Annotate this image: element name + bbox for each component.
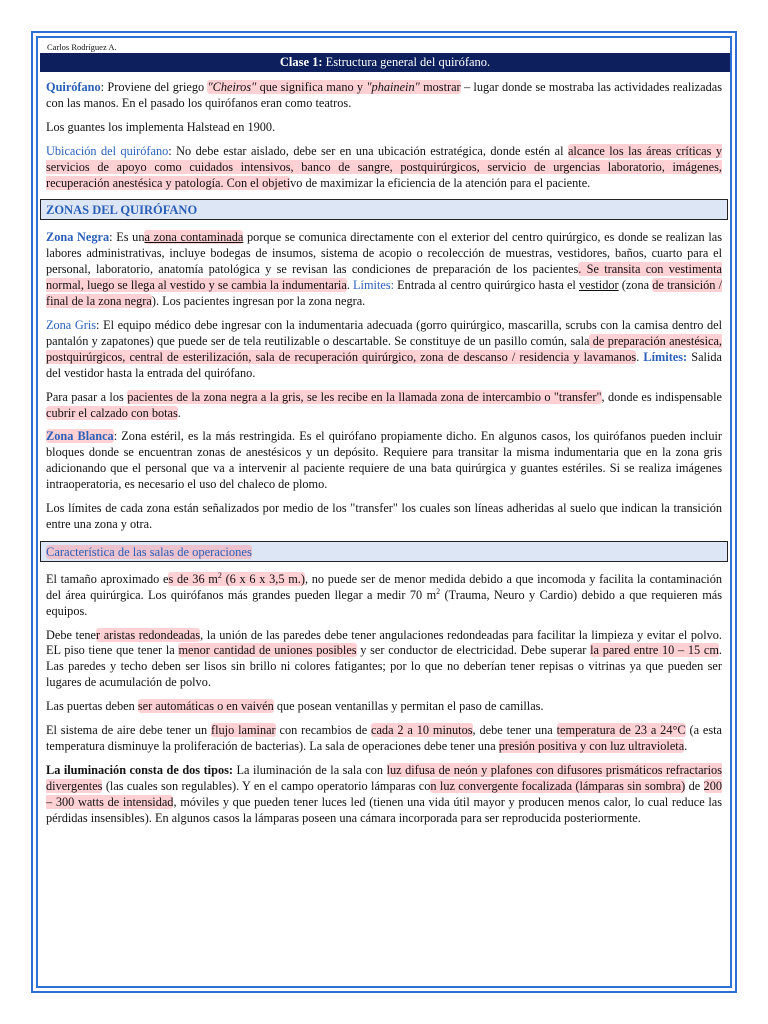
text-span: porque se comunica directamente con el exterior del centro quirúrgico, es donde se realizan las labores administrativas, incluye bodegas de insumos, sistema de acopio o recolección de muestras, vestidores, baños, cuarto para el personal, laboratorio, anatomía patológica y se revisan las condiciones de preparación de los pacientes: [46, 230, 722, 277]
text-span: vo de maximizar la eficiencia de la atención para el paciente.: [290, 175, 591, 190]
text-span: Las puertas deben: [46, 699, 138, 714]
text-span: : Zona estéril, es la más restringida. Es el quirófano propiamente dicho. En algunos casos, los quirófanos pueden incluir bloques donde se encuentran zonas de anestésicos y un depósito. Requiere para transitar la misma indumentaria que en la zona gris adicionando que el personal que va a intervenir al paciente requiere de una bata quirúrgica y guantes estériles. Si se realiza imágenes intraoperatoria, es necesario el uso del chaleco de plomo.: [46, 429, 723, 492]
highlight-span: a zona contaminada: [144, 230, 244, 245]
term-vestidor: vestidor: [578, 278, 619, 293]
superscript: 2: [436, 586, 441, 596]
text-span: .: [636, 349, 644, 364]
text-span: de: [685, 778, 704, 793]
highlight-span: de transición / final de la zona negra: [46, 278, 722, 309]
term-limites: Límites:: [643, 349, 688, 364]
highlight-span: n luz convergente focalizada (lámparas sin sombra): [430, 778, 686, 793]
text-span: , no puede ser de menor medida debido a que incomoda y facilita la contaminación del área quirúrgica. Los quirófanos más grandes pueden llegar a medir 70 m: [46, 571, 722, 602]
text-span: y ser conductor de electricidad. Debe superar: [356, 643, 591, 658]
paragraph-ubicacion: [46, 144, 722, 192]
text-span: (las cuales son regulables). Y en el campo operatorio lámparas co: [102, 778, 431, 793]
text-span: , donde es indispensable: [601, 389, 723, 404]
highlight-span: menor cantidad de uniones posibles: [178, 643, 357, 658]
paragraph-aire: [46, 723, 722, 755]
text-span: ). Los pacientes ingresan por la zona negra.: [151, 294, 366, 309]
text-span: .: [346, 278, 354, 293]
term-quirofano: Quirófano: [46, 80, 101, 94]
highlight-span: [207, 80, 460, 94]
paragraph-tamano: [46, 572, 722, 620]
text-span: mostrar: [419, 80, 461, 94]
term-limites: Límites:: [353, 278, 395, 293]
superscript: 2: [217, 570, 222, 580]
paragraph-limites: Los límites de cada zona están señalizados por medio de los "transfer" los cuales son líneas adheridas al suelo que indican la transición entre una zona y otra.: [46, 501, 722, 531]
highlight-span: de preparación anestésica, postquirúrgicos, central de esterilización, sala de recuperación quirúrgico, zona de descanso / residencia y lavamanos: [46, 333, 722, 364]
section-title: Característica de las salas de operaciones: [46, 544, 252, 559]
text-span: : No debe estar aislado, debe ser en una ubicación estratégica, donde estén al: [168, 143, 568, 158]
highlight-span: flujo laminar: [211, 723, 276, 738]
term-ubicacion: Ubicación del quirófano: [46, 143, 169, 158]
highlight-span: [168, 572, 305, 586]
paragraph-guantes: Los guantes los implementa Halstead en 1900.: [46, 119, 276, 134]
term-zona-negra: Zona Negra: [46, 230, 110, 245]
bold-lead: La iluminación consta de dos tipos:: [46, 762, 233, 777]
term-phainein: "phainein": [366, 80, 420, 94]
paragraph-iluminacion: [46, 763, 722, 827]
text-span: (Trauma, Neuro y Cardio) debido a que requieren más equipos.: [46, 587, 722, 618]
text-span: (a esta temperatura disminuye la proliferación de bacterias). La sala de operaciones debe tener una: [46, 723, 723, 753]
paragraph-zona-gris: [46, 318, 722, 382]
author-name: Carlos Rodríguez A.: [47, 42, 117, 52]
text-span: Debe tene: [46, 627, 97, 642]
text-span: que significa mano y: [256, 80, 367, 94]
highlight-span: presión positiva y con luz ultravioleta: [498, 739, 685, 753]
text-span: : Es un: [109, 230, 145, 245]
highlight-span: cubrir el calzado con botas: [46, 405, 178, 420]
text-span: con recambios de: [275, 723, 372, 738]
highlight-span: cada 2 a 10 minutos: [371, 723, 473, 738]
highlight-span: alcance los las áreas críticas y servicios de apoyo como cuidados intensivos, banco de sangre, postquirúrgicos, servicio de urgencias laboratorio, imágenes, recuperación anestésica y patología. Con el objeti: [46, 143, 722, 190]
highlight-span: luz difusa de neón y plafones con difusores prismáticos refractarios divergentes: [46, 762, 722, 793]
text-span: , móviles y que pueden tener luces led (tienen una vida útil mayor y producen menos calor, lo cual reduce las pérdidas insensibles). En algunos casos la lámparas poseen una cámara incorporada para ser reproducida posteriormente.: [46, 794, 722, 825]
text-span: s de 36 m: [168, 571, 218, 586]
paragraph-zona-negra: [46, 230, 722, 310]
highlight-span: r aristas redondeadas: [96, 627, 201, 642]
text-span: , debe tener una: [472, 723, 557, 738]
title-text: Estructura general del quirófano.: [322, 55, 491, 69]
highlight-span: . Se transita con vestimenta normal, luego se llega al vestido y se cambia la indumentaria: [46, 262, 722, 293]
text-span: , la unión de las paredes debe tener angulaciones redondeadas para facilitar la limpieza y evitar el polvo. EL piso tiene que tener la: [46, 627, 722, 658]
paragraph-zona-blanca: [46, 429, 722, 493]
text-span: : Proviene del griego: [100, 80, 208, 94]
highlight-span: temperatura de 23 a 24°C: [556, 723, 686, 738]
document-body: [46, 80, 722, 835]
text-span: El sistema de aire debe tener un: [46, 723, 211, 738]
section-heading-zonas: ZONAS DEL QUIRÓFANO: [40, 199, 728, 220]
text-span: . Las paredes y techo deben ser lisos sin brillo ni colores fatigantes; por lo que no deberían tener repisas o vitrinas ya que pueden ser lugares de acumulación de polvo.: [46, 643, 722, 690]
highlight-span: ser automáticas o en vaivén: [137, 699, 274, 714]
section-heading-salas: [40, 541, 728, 562]
text-span: .: [684, 739, 688, 753]
text-span: – lugar donde se mostraba las actividades realizadas con las manos. En el pasado los quirófanos eran como teatros.: [46, 80, 722, 110]
text-span: El tamaño aproximado e: [46, 571, 169, 586]
highlight-span: 200 – 300 watts de intensidad: [46, 778, 722, 809]
paragraph-quirofano: [46, 80, 722, 112]
paragraph-transfer: [46, 390, 722, 422]
highlight-span: pacientes de la zona negra a la gris, se les recibe en la llamada zona de intercambio o "transfer": [127, 389, 602, 404]
text-span: (zona: [618, 278, 653, 293]
term-cheiros: "Cheiros": [207, 80, 257, 94]
text-span: que posean ventanillas y permitan el paso de camillas.: [273, 699, 544, 714]
term-zona-gris: Zona Gris: [46, 317, 97, 332]
text-span: .: [177, 405, 181, 420]
text-span: Salida del vestidor hasta la entrada del quirófano.: [46, 349, 722, 380]
text-span: Entrada al centro quirúrgico hasta el: [394, 278, 579, 293]
paragraph-puertas: [46, 699, 722, 715]
text-span: : El equipo médico debe ingresar con la indumentaria adecuada (gorro quirúrgico, mascarilla, scrubs con la camisa dentro del pantalón y zapatones) que puede ser de tela reutilizable o descartable. Se constituye de un pasillo común, sala: [46, 317, 722, 348]
paragraph-aristas: [46, 628, 722, 692]
title-class-label: Clase 1:: [279, 55, 323, 69]
page-title: [40, 53, 730, 72]
text-span: Para pasar a los: [46, 389, 128, 404]
text-span: La iluminación de la sala con: [232, 762, 387, 777]
highlight-span: la pared entre 10 – 15 cm: [590, 643, 719, 658]
term-zona-blanca: Zona Blanca: [46, 429, 114, 444]
text-span: (6 x 6 x 3,5 m.): [221, 571, 305, 586]
